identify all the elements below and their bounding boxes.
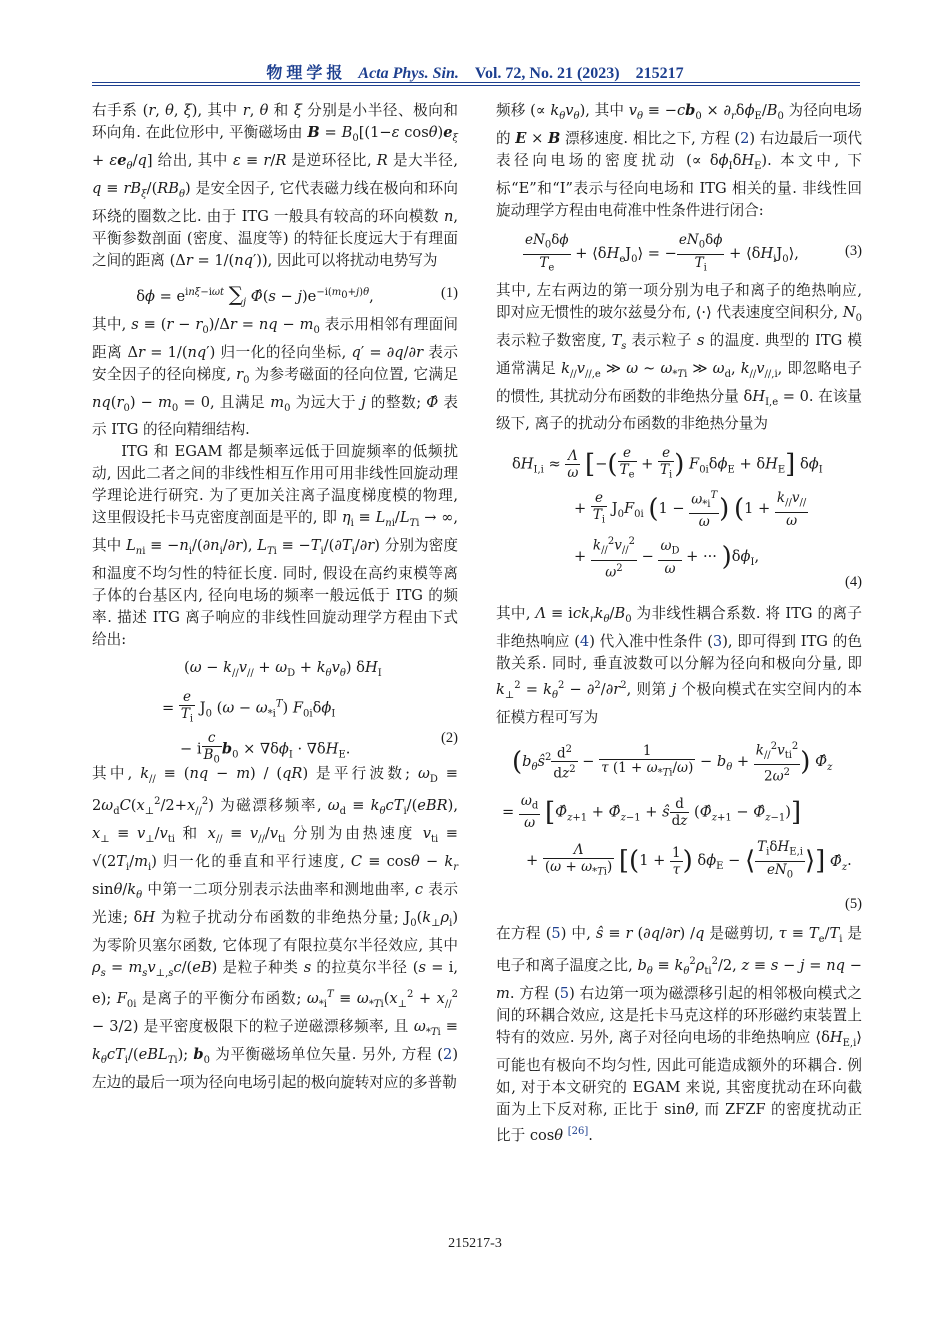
article-number: 215217: [635, 65, 684, 82]
journal-name-cn: 物 理 学 报: [266, 65, 343, 82]
ref-link[interactable]: 2: [443, 1046, 453, 1064]
equation-number: (5): [844, 896, 862, 913]
paragraph: 右手系 (r, θ, ξ), 其中 r, θ 和 ξ 分别是小半径、极向和环向角. 在此位形中, 平衡磁场由 $B = B_0[(1-\varepsilon$ $\cos\theta)e_\xi + \varepsilon e_\theta/q$] 给出, 其中 ε ≡ r/R 是逆环径比, R 是大半径, $q \equiv rB_\xi/(RB_\theta)$ 是安全因子, 它代表磁力线在极向和环向环绕的圈数之比. 由于 ITG 一般具有较高的环向模数 n, 平衡参数剖面 (密度、温度等) 的特征长度远大于有理面之间的距离 (Δr = 1/(nq′)), 因此可以将扰动电势写为: [92, 102, 459, 269]
running-header: [0, 60, 950, 83]
ref-link[interactable]: 5: [559, 984, 570, 1002]
page-number: 215217-3: [448, 1236, 502, 1251]
header-rule-top: [92, 82, 860, 83]
paragraph: ITG 和 EGAM 都是频率远低于回旋频率的低频扰动, 因此二者之间的非线性相互作用可用非线性回旋动理学理论进行研究. 为了更加关注离子温度梯度模的物理, 这里假设托卡马克密度剖面是平的, 即 $\eta_i \equiv L_{ni}/L_{Ti}$ → ∞, 其中 $L_{ni} \equiv -n_i/(\partial n_i/\partial r)$, $L_{Ti} \equiv -T_i/(\partial T_i/\partial r)$ 分别为密度和温度不均匀性的特征长度. 同时, 假设在高约束模等离子体的台基区内, 径向电场的频率一般远低于 ITG 的频率. 描述 ITG 离子响应的非线性回旋动理学方程由下式给出:: [92, 443, 459, 649]
paragraph: 在方程 (5) 中, ŝ ≡ r (∂q/∂r) /q 是磁剪切, $\tau \equiv T_e/T_i$ 是电子和离子温度之比, $b_\theta \equiv k_\theta^2\rho_{ti}^2/2$, z ≡ s − j = nq − m. 方程 (5) 右边第一项为磁漂移引起的相邻极向模式之间的环耦合效应, 这是托卡马克这样的环形磁约束装置上特有的效应. 另外, 离子对径向电场的非绝热响应 $⟨\delta H_{E,i}⟩$ 可能也有极向不均匀性, 因此可能造成额外的环耦合. 例如, 对于本文研究的 EGAM 来说, 其密度扰动在环向截面为上下反对称, 正比于 sinθ, 而 ZFZF 的密度扰动正比于 cosθ [26].: [496, 925, 862, 1144]
journal-name-en: Acta Phys. Sin.: [358, 65, 459, 82]
citation-link[interactable]: 26: [571, 1125, 585, 1137]
equation-3: $\frac{eN_0\delta\phi}{T_e}$ + $⟨\delta H_eJ_0⟩$ = − $\frac{eN_0\delta\phi}{T_i}$ + $⟨\delta H_iJ_0⟩$, (3): [525, 231, 862, 274]
paragraph: 其中, $s \equiv (r - r_0)/\Delta r$ = nq − $m_0$ 表示用相邻有理面间距离 Δr = 1/(nq′) 归一化的径向坐标, q′ = ∂q/∂r 表示安全因子的径向梯度, $r_0$ 为参考磁面的径向位置, 它满足 $nq(r_0) - m_0 = 0$, 且满足 $m_0$ 为远大于 j 的整数; Φ̂ 表示 ITG 的径向精细结构.: [92, 315, 459, 439]
right-column: [496, 100, 862, 1147]
equation-5: ($b_\theta ŝ^2$ $\frac{d^2}{dz^2}$ − $\frac{1}{\tau (1 + \omega_{*Ti}/\omega)}$ − $b_\theta$ + $\frac{k_{//}^2v_{ti}^2}{2\omega^2}$ ) $\Phî_z$ = $\frac{\omega_d}{\omega}$ [$\Phî_{z+1}$ + $\Phî_{z-1}$ + ŝ $\frac{d}{dz}$ ($\Phî_{z+1}$ − $\Phî_{z-1}$)] + $\frac{\Lambda}{(\omega + \omega_{*Ti})}$ [(1 + $\frac{1}{\tau}$ ) $\delta\phi_E$ − ⟨ $\frac{T_i\delta H_{E,i}}{eN_0}$ ⟩] $\Phî_z$. (5): [496, 739, 862, 917]
equation-number: (4): [844, 574, 862, 591]
paragraph: 其中, 左右两边的第一项分别为电子和离子的绝热响应, 即对应无惯性的玻尔兹曼分布, ⟨·⟩ 代表速度空间积分, $N_0$ 表示粒子数密度, $T_s$ 表示粒子 s 的温度. 典型的 ITG 模通常满足 $k_{//}v_{//,e}$ ≫ ω ∼ $\omega_{*Ti}$ ≫ $\omega_d$, $k_{//}v_{//,i}$, 即忽略电子的惯性, 其扰动分布函数的非绝热分量 $\delta H_{I,e} = 0$. 在该量级下, 离子的扰动分布函数的非绝热分量为: [496, 281, 863, 433]
ref-link[interactable]: 2: [740, 129, 750, 147]
paragraph: 其中, $k_{//} \equiv (nq - m) / (qR)$ 是平行波数; $\omega_D \equiv 2\omega_dC(x_\perp^2/2+x_{//}^2)$ 为磁漂移频率, $\omega_d \equiv k_\theta cT_i/(eBR)$, $x_\perp \equiv v_\perp/v_{ti}$ 和 $x_{//} \equiv v_{//}/v_{ti}$ 分别为由热速度 $v_{ti} \equiv √(2T_i/m_i)$ 归一化的垂直和平行速度, $C \equiv \cos\theta - k_r$ sinθ/$k_\theta$ 中第一二项分别表示法曲率和测地曲率, c 表示光速; δH 为粒子扰动分布函数的非绝热分量; $J_0(k_\perp\rho_i)$ 为零阶贝塞尔函数, 它体现了有限拉莫尔半径效应, 其中 $\rho_s = m_sv_{\perp,s}c/(eB)$ 是粒子种类 s 的拉莫尔半径 (s = i, e); $F_{0i}$ 是离子的平衡分布函数; $\omega_{*i}^T \equiv \omega_{*Ti}(x_\perp^2 + x_{//}^2 - 3/2)$ 是平密度极限下的粒子逆磁漂移频率, 且 $\omega_{*Ti} \equiv k_\theta cT_i/(eBL_{Ti})$; $b_0$ 为平衡磁场单位矢量. 另外, 方程 (2) 左边的最后一项为径向电场引起的极向旋转对应的多普勒: [92, 765, 459, 1092]
ref-link[interactable]: 5: [551, 925, 561, 943]
volume-info: Vol. 72, No. 21 (2023): [474, 65, 620, 82]
equation-2: $(\omega - k_{//}v_{//} + \omega_D + k_\theta v_\theta)$ $\delta H_I$ = $\frac{e}{T_i}$ $J_0$ $(\omega - \omega_{*i}^T)$ $F_{0i}\delta\phi_I$ − i $\frac{c}{B_0}$ $b_0 \times \nabla\delta\phi_I \cdot \nabla\delta H_E$. (2): [162, 659, 458, 766]
equation-4: $\delta H_{I,i}$ ≈ $\frac{\Lambda}{\omega}$ [−( $\frac{e}{T_e}$ + $\frac{e}{T_i}$ ) $F_{0i}\delta\phi_E + \delta H_E$] $\delta\phi_I$ + $\frac{e}{T_i}$ $J_0F_{0i}$ (1 − $\frac{\omega_{*i}^T}{\omega}$ ) (1 + $\frac{k_{//}v_{//}}{\omega}$ + $\frac{k_{//}^2v_{//}^2}{\omega^2}$ − $\frac{\omega_D}{\omega}$ + ··· )$\delta\phi_I$, (4): [496, 445, 862, 597]
paragraph: 频移 (∝ $k_\theta v_\theta$), 其中 $v_\theta \equiv -cb_0 \times \partial_r\delta\phi_E/B_0$ 为径向电场的 E × B 漂移速度. 相比之下, 方程 (2) 右边最后一项代表径向电场的密度扰动 (∝ $\delta\phi_I\delta H_E$). 本文中, 下标“E”和“I”表示与径向电场和 ITG 相关的量. 非线性回旋动理学方程由电荷准中性条件进行闭合:: [496, 102, 863, 219]
ref-link[interactable]: 4: [579, 633, 590, 651]
left-column: [92, 100, 458, 1094]
ref-link[interactable]: 3: [712, 633, 723, 651]
equation-1: $\delta\phi = e^{in\xi-i\omega t}$ $\sum_j$ Φ̂(s − $j)e^{-i(m_0+j)\theta}$, (1): [136, 281, 458, 308]
equation-number: (2): [440, 730, 458, 747]
equation-number: (3): [844, 242, 862, 259]
paragraph: 其中, $\Lambda \equiv ick_rk_\theta/B_0$ 为非线性耦合系数. 将 ITG 的离子非绝热响应 (4) 代入准中性条件 (3), 即可得到 ITG 的色散关系. 同时, 垂直波数可以分解为径向和极向分量, 即 $k_\perp^2 = k_\theta^2 - \partial^2/\partial r^2$, 则第 j 个极向模式在实空间内的本征模方程可写为: [496, 605, 863, 727]
equation-number: (1): [440, 284, 458, 301]
header-rule-bottom: [92, 85, 860, 86]
